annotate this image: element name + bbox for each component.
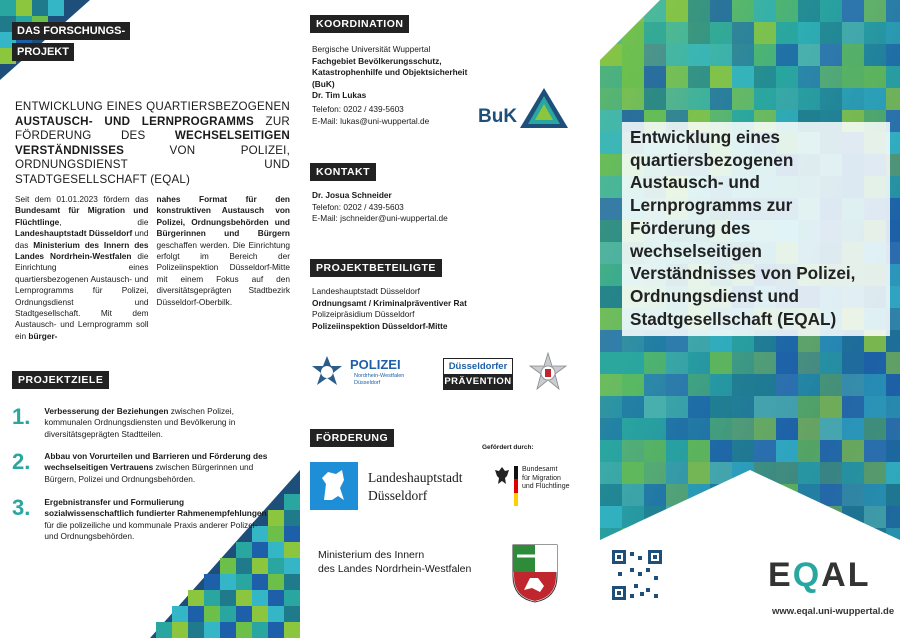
praevention-logo <box>443 358 513 390</box>
ziel-item-3 <box>12 497 272 543</box>
kontakt-label <box>310 162 376 181</box>
desc-text: , die <box>59 216 149 227</box>
ziel-text <box>44 497 272 543</box>
ziel-item-1 <box>12 406 272 440</box>
lhd-logo <box>310 462 475 512</box>
desc-bold: Bundesamt für Migration und Flüchtlinge <box>15 205 149 227</box>
koordination-org: Bergische Universität Wuppertal <box>312 44 431 54</box>
mosaic-bottom-right <box>150 470 300 638</box>
qr-code-icon[interactable] <box>610 548 664 602</box>
title-line-2: PROJEKT <box>12 43 74 61</box>
bamf-logo <box>480 444 595 524</box>
nrw-wappen-icon <box>510 542 560 604</box>
polizei-star-icon <box>310 355 344 389</box>
panel-kontakte <box>300 0 600 638</box>
ziel-item-2 <box>12 451 272 485</box>
projektbeteiligte-label <box>310 258 442 277</box>
kontakt-block <box>312 190 592 225</box>
ziel-number: 1. <box>12 404 31 429</box>
ziel-number: 2. <box>12 449 31 474</box>
ziel-number: 3. <box>12 495 31 520</box>
desc-text: geschaffen werden. Die Einrichtung erfolgt im Bereich der Polizeiinspektion Düsseldorf-Mitte mit einem Fokus auf den diversitätsgeprägten Stadtbezirk Düsseldorf-Oberbilk. <box>156 239 290 307</box>
polizei-sub-2: Düsseldorf <box>354 380 381 386</box>
bamf-line: und Flüchtlinge <box>522 483 570 490</box>
koordination-label-text: KOORDINATION <box>310 15 409 33</box>
description-col-1 <box>15 194 149 342</box>
eqal-logo-e: E <box>768 556 793 594</box>
bamf-text <box>522 466 569 492</box>
lhd-line-1: Landeshauptstadt <box>368 470 463 485</box>
desc-text: und das <box>15 228 149 250</box>
koordination-dept: Fachgebiet Bevölkerungsschutz, Katastrophenhilfe und Objektsicherheit (BuK) <box>312 55 468 89</box>
desc-bold: bürger- <box>28 330 58 341</box>
polizei-logo <box>310 355 435 391</box>
beteiligte-line: Ordnungsamt / Kriminalpräventiver Rat <box>312 297 467 308</box>
desc-text: Seit dem 01.01.2023 fördern das <box>15 194 149 204</box>
bamf-line: für Migration <box>522 474 561 482</box>
projektbeteiligte-label-text: PROJEKTBETEILIGTE <box>310 259 442 277</box>
forschungsprojekt-title <box>12 22 160 64</box>
heading-part-2: ZUR FÖRDERUNG DES <box>15 114 290 142</box>
eqal-logo <box>768 556 870 595</box>
project-url[interactable]: www.eqal.uni-wuppertal.de <box>772 606 895 617</box>
duesseldorf-lion-icon <box>310 462 358 510</box>
flag-stripe-icon <box>514 466 518 506</box>
lhd-line-2: Düsseldorf <box>368 488 428 503</box>
eqal-logo-al: AL <box>821 556 871 594</box>
description-col-2 <box>157 194 291 342</box>
ziel-bold: Abbau von Vorurteilen und Barrieren und Förderung des wechselseitigen Vertrauens <box>44 451 268 473</box>
polizei-sub-1: Nordrhein-Westfalen <box>354 373 405 379</box>
ziel-bold: Verbesserung der Beziehungen <box>44 406 169 416</box>
bamf-gefoerdert: Gefördert durch: <box>482 444 534 451</box>
ziel-plain: zwischen Bürgerinnen und Bürgern, Polizei und Ordnungsbehörden. <box>44 462 254 484</box>
heading-bold-2: WECHSELSEITIGEN VERSTÄNDNISSES <box>15 129 290 157</box>
foerderung-label <box>310 428 394 447</box>
koordination-person: Dr. Tim Lukas <box>312 90 367 101</box>
buk-logo <box>478 86 573 132</box>
polizei-title: POLIZEI <box>350 357 401 372</box>
ziel-plain: zwischen Polizei, kommunalen Ordnungsdiensten und Bevölkerung in diversitätsgeprägten Stadtteilen. <box>44 406 236 439</box>
ziel-text <box>44 406 272 440</box>
praevention-line-1: Düsseldorfer <box>448 361 508 372</box>
project-description <box>15 194 290 342</box>
koordination-email[interactable]: E-Mail: lukas@uni-wuppertal.de <box>312 115 430 126</box>
heading-part-1: ENTWICKLUNG EINES QUARTIERSBEZOGENEN <box>15 100 290 113</box>
kontakt-person: Dr. Josua Schneider <box>312 190 392 200</box>
ministerium-line-2: des Landes Nordrhein-Westfalen <box>318 563 472 575</box>
beteiligte-line: Landeshauptstadt Düsseldorf <box>312 286 420 296</box>
buk-triangle-icon <box>518 86 570 130</box>
ministerium-line-1: Ministerium des Innern <box>318 549 425 561</box>
project-heading <box>15 100 290 187</box>
bamf-line: Bundesamt <box>522 466 558 473</box>
desc-bold: Ministerium des Innern des Landes Nordrhein-Westfalen <box>15 239 149 262</box>
eqal-logo-q: Q <box>792 556 822 594</box>
ziel-bold: Ergebnistransfer und Formulierung sozialwissenschaftlich fundierter Rahmenempfehlungen <box>44 497 267 519</box>
kontakt-phone: Telefon: 0202 / 439-5603 <box>312 201 404 212</box>
panel-titelseite <box>600 0 900 638</box>
desc-bold: Landeshauptstadt Düsseldorf <box>15 228 133 239</box>
ziel-plain: für die polizeiliche und kommunale Praxis anderer Polizei- und Ordnungsbehörden. <box>44 519 258 542</box>
koordination-block <box>312 44 472 127</box>
projektziele-label-text: PROJEKTZIELE <box>12 371 109 389</box>
koordination-label <box>310 14 409 33</box>
ziel-text <box>44 451 272 485</box>
beteiligte-line: Polizeiinspektion Düsseldorf-Mitte <box>312 320 448 331</box>
bundesadler-icon <box>494 466 510 486</box>
heading-bold-1: AUSTAUSCH- UND LERNPROGRAMMS <box>15 114 254 128</box>
panel-forschungsprojekt <box>0 0 300 638</box>
praevention-line-2: PRÄVENTION <box>444 374 512 390</box>
kontakt-label-text: KONTAKT <box>310 163 376 181</box>
projektziele-label <box>12 370 109 389</box>
beteiligte-block <box>312 286 592 332</box>
buk-logo-text: BuK <box>478 106 518 127</box>
kontakt-email[interactable]: E-Mail: jschneider@uni-wuppertal.de <box>312 213 448 224</box>
polizeistern-icon <box>528 352 568 392</box>
title-line-1: DAS FORSCHUNGS- <box>12 22 130 40</box>
koordination-phone: Telefon: 0202 / 439-5603 <box>312 103 404 114</box>
ministerium-text <box>318 548 471 576</box>
brochure-title: Entwicklung eines quartiersbezogenen Austausch- und Lernprogramms zur Förderung des wechselseitigen Verständnisses von Polizei, Ordnungsdienst und Stadtgesellschaft (EQAL) <box>622 122 890 336</box>
desc-text: die Einrichtung eines quartiersbezogenen Austausch- und Lernprogramms für Polizei, Ordnungsdienst und Stadtgesellschaft. Mit dem Austausch- und Lernprogramm soll ein <box>15 251 149 341</box>
heading-part-3: VON POLIZEI, ORDNUNGSDIENST UND STADTGESELLSCHAFT (EQAL) <box>15 143 290 186</box>
beteiligte-line: Polizeipräsidium Düsseldorf <box>312 309 415 320</box>
foerderung-label-text: FÖRDERUNG <box>310 429 394 447</box>
desc-bold: nahes Format für den konstruktiven Austausch von Polizei, Ordnungsbehörden und Bürgerinnen und Bürgern <box>156 194 290 239</box>
